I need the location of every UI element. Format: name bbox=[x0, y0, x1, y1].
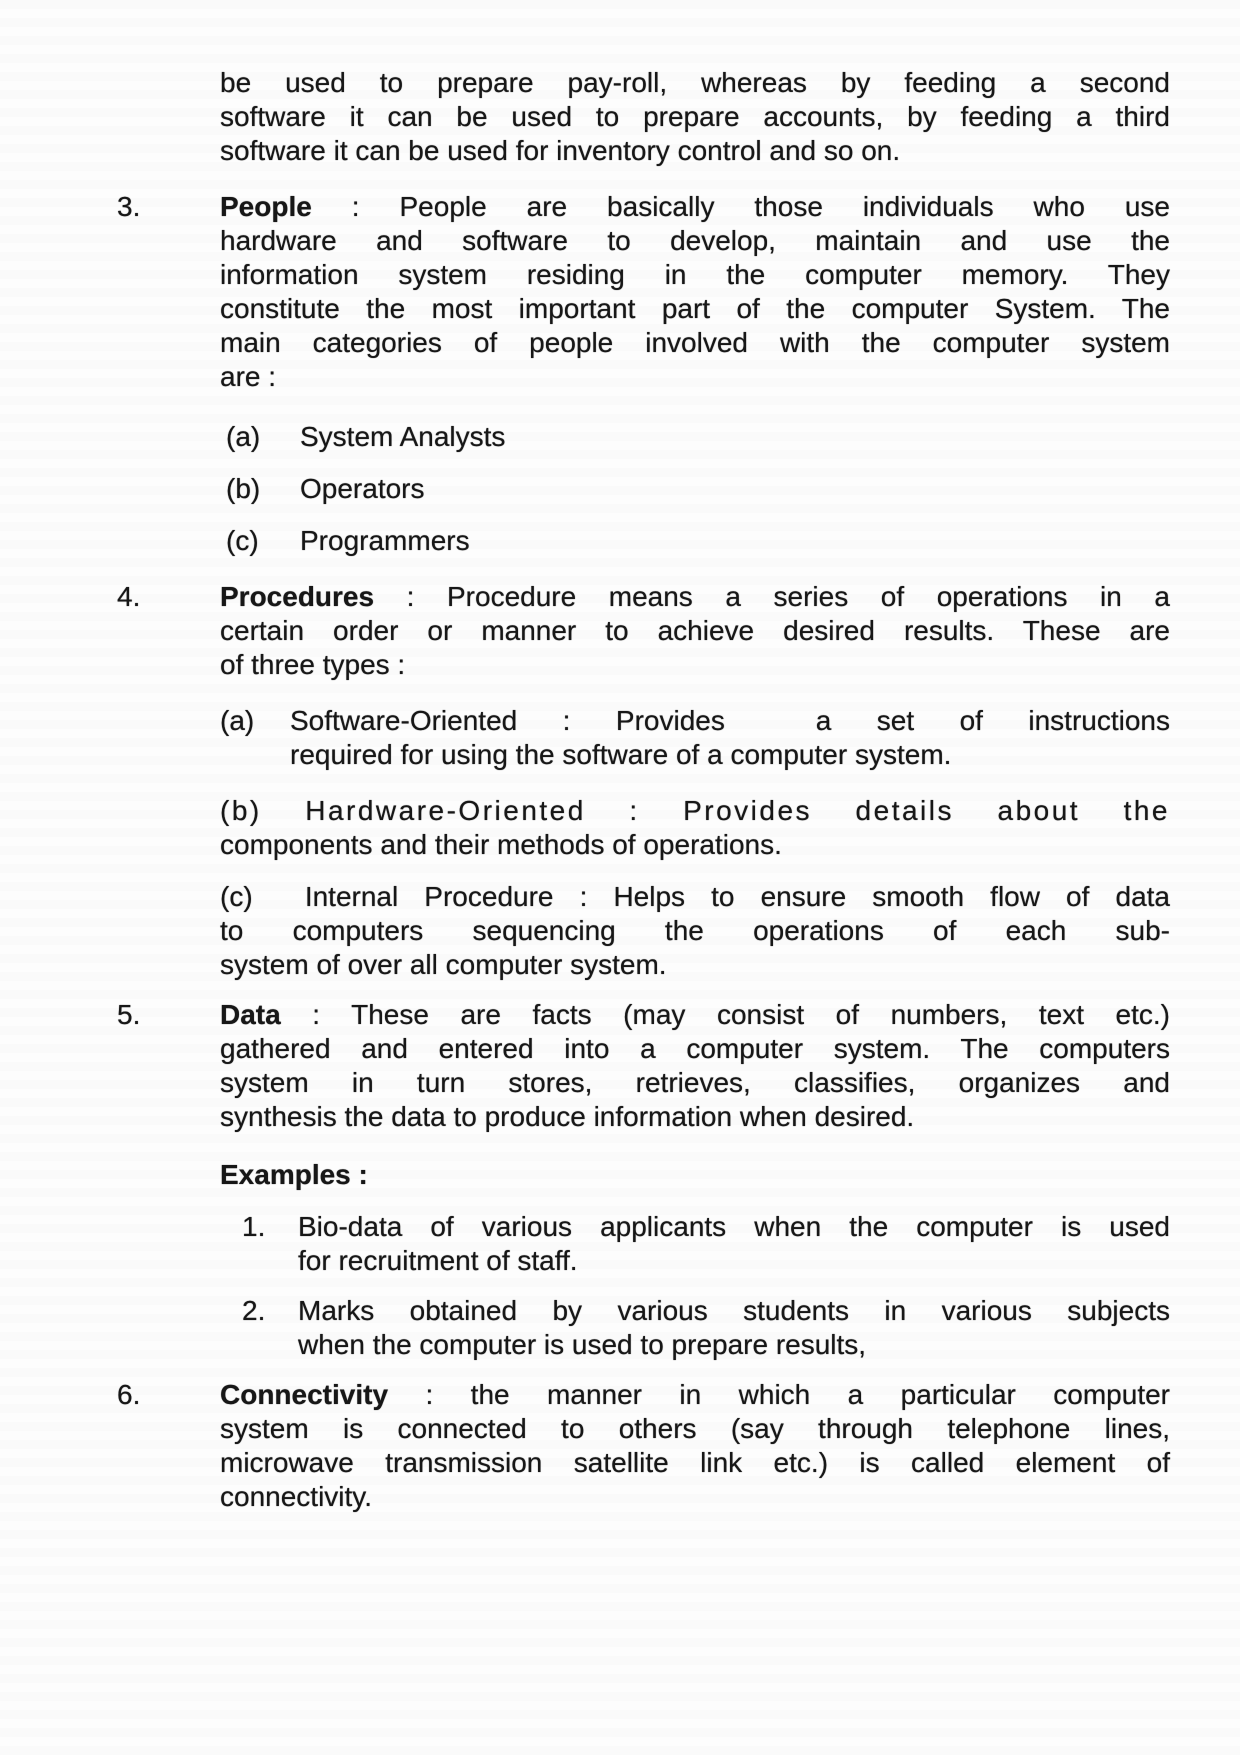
text-line: Marks obtained by various students in various subjects bbox=[298, 1295, 1170, 1326]
sub-item-programmers bbox=[220, 524, 1170, 558]
example-body bbox=[298, 1210, 1170, 1278]
text-line: to computers sequencing the operations of each sub- bbox=[220, 915, 1170, 946]
text-line: connectivity. bbox=[220, 1481, 372, 1512]
text-line: main categories of people involved with the computer system bbox=[220, 327, 1170, 358]
item-keyword: Procedures bbox=[220, 581, 375, 612]
text-line: gathered and entered into a computer system. The computers bbox=[220, 1033, 1170, 1064]
item-number: 3. bbox=[117, 191, 141, 222]
text-line: Data : These are facts (may consist of numbers, text etc.) bbox=[220, 999, 1170, 1030]
text-line: (b) Hardware-Oriented : Provides details about the bbox=[220, 795, 1170, 826]
item-body bbox=[220, 1378, 1170, 1514]
text-line: (a) Software-Oriented : Provides a set of instructions bbox=[220, 705, 1170, 736]
sub-item-text: Programmers bbox=[300, 525, 470, 556]
example-marks bbox=[220, 1294, 1170, 1362]
list-item-connectivity bbox=[0, 1378, 1240, 1514]
text-line: system of over all computer system. bbox=[220, 949, 667, 980]
examples-heading: Examples : bbox=[220, 1159, 368, 1190]
example-number: 1. bbox=[242, 1211, 266, 1242]
list-item-people bbox=[0, 190, 1240, 558]
sub-item-label: (c) bbox=[226, 525, 259, 556]
item-number: 6. bbox=[117, 1379, 141, 1410]
text-line: components and their methods of operations. bbox=[220, 829, 782, 860]
item-keyword: Data bbox=[220, 999, 281, 1030]
sub-item-label: (b) bbox=[226, 473, 261, 504]
text-line: of three types : bbox=[220, 649, 406, 680]
item-body bbox=[220, 998, 1170, 1362]
text-line: system in turn stores, retrieves, classifies, organizes and bbox=[220, 1067, 1170, 1098]
item-body bbox=[220, 190, 1170, 558]
text-line: Connectivity : the manner in which a particular computer bbox=[220, 1379, 1170, 1410]
text-line: be used to prepare pay-roll, whereas by feeding a second bbox=[220, 67, 1170, 98]
sub-item-text: System Analysts bbox=[300, 421, 506, 452]
text-line: hardware and software to develop, maintain and use the bbox=[220, 225, 1170, 256]
sub-item-hardware-oriented bbox=[220, 794, 1170, 862]
item-keyword: Connectivity bbox=[220, 1379, 389, 1410]
item-body bbox=[220, 580, 1170, 982]
list-item-data bbox=[0, 998, 1240, 1362]
text-line: Procedures : Procedure means a series of operations in a bbox=[220, 581, 1170, 612]
text-line: constitute the most important part of the computer System. The bbox=[220, 293, 1170, 324]
text-line: for recruitment of staff. bbox=[298, 1245, 578, 1276]
example-bio-data bbox=[220, 1210, 1170, 1278]
sub-item-text: Operators bbox=[300, 473, 425, 504]
text-line: certain order or manner to achieve desired results. These are bbox=[220, 615, 1170, 646]
sub-item-label: (a) bbox=[220, 705, 255, 736]
text-line: system is connected to others (say through telephone lines, bbox=[220, 1413, 1170, 1444]
example-body bbox=[298, 1294, 1170, 1362]
sub-item-system-analysts bbox=[220, 420, 1170, 454]
text-line: software it can be used for inventory control and so on. bbox=[220, 135, 901, 166]
sub-item-software-oriented bbox=[220, 704, 1170, 772]
paragraph-software-continuation bbox=[220, 66, 1170, 168]
text-line: (c) Internal Procedure : Helps to ensure smooth flow of data bbox=[220, 881, 1170, 912]
text-line: People : People are basically those individuals who use bbox=[220, 191, 1170, 222]
sub-item-operators bbox=[220, 472, 1170, 506]
text-line: are : bbox=[220, 361, 277, 392]
item-number: 4. bbox=[117, 581, 141, 612]
text-line: information system residing in the computer memory. They bbox=[220, 259, 1170, 290]
item-keyword: People bbox=[220, 191, 312, 222]
text-line: software it can be used to prepare accounts, by feeding a third bbox=[220, 101, 1170, 132]
text-line: synthesis the data to produce information when desired. bbox=[220, 1101, 915, 1132]
item-number: 5. bbox=[117, 999, 141, 1030]
text-line: microwave transmission satellite link etc.) is called element of bbox=[220, 1447, 1170, 1478]
list-item-procedures bbox=[0, 580, 1240, 982]
text-line: required for using the software of a computer system. bbox=[290, 739, 952, 770]
sub-item-label: (a) bbox=[226, 421, 261, 452]
text-line: when the computer is used to prepare results, bbox=[298, 1329, 867, 1360]
text-line: Bio-data of various applicants when the computer is used bbox=[298, 1211, 1170, 1242]
sub-item-internal-procedure bbox=[220, 880, 1170, 982]
example-number: 2. bbox=[242, 1295, 266, 1326]
